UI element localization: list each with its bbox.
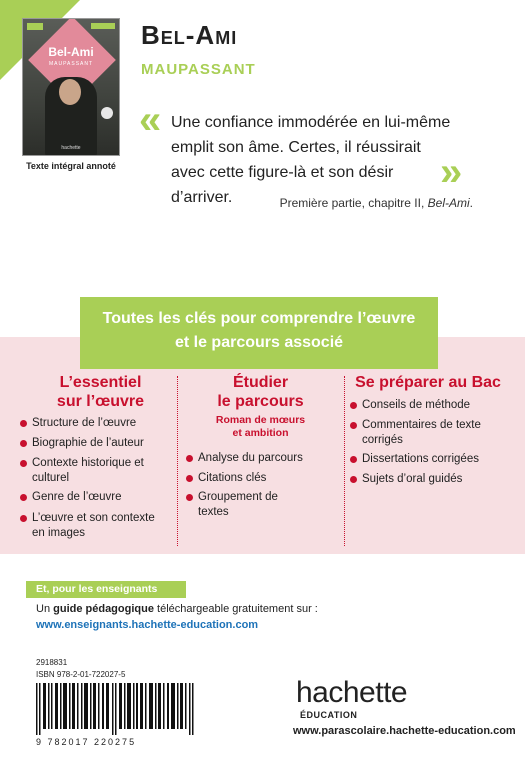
product-code: 2918831 <box>36 658 68 667</box>
column-heading-line-1: L’essentiel <box>59 374 142 391</box>
quote-source <box>280 196 473 210</box>
list-item: Contexte historique et culturel <box>20 456 160 486</box>
column-heading-line-2: sur l’œuvre <box>56 393 145 410</box>
column-heading <box>348 373 508 392</box>
list-item: Groupement de textes <box>186 490 296 520</box>
banner-line-2: et le parcours associé <box>174 334 344 351</box>
column-heading-line-1: Se préparer au Bac <box>355 374 501 391</box>
open-quote-icon: « <box>139 98 162 142</box>
quote-source-title: Bel-Ami <box>427 196 470 210</box>
barcode-number: 9 782017 220275 <box>36 737 137 747</box>
teachers-label: Et, pour les enseignants <box>36 583 158 595</box>
features-banner <box>80 297 438 369</box>
banner-line-1: Toutes les clés pour comprendre l’œuvre <box>102 310 416 327</box>
column-heading <box>18 373 183 411</box>
collection-badge <box>27 23 43 30</box>
column-subheading <box>183 414 338 440</box>
thumbnail-title: Bel-Ami <box>48 45 94 59</box>
thumbnail-caption: Texte intégral annoté <box>26 161 116 171</box>
column-parcours <box>183 373 338 440</box>
sticker-icon <box>101 107 113 119</box>
list-item: Genre de l’œuvre <box>20 490 180 505</box>
book-title: Bel-Ami <box>141 20 238 50</box>
list-item: Structure de l’œuvre <box>20 416 180 431</box>
collection-tag <box>91 23 115 29</box>
column-divider <box>344 376 345 546</box>
column-heading-line-1: Étudier <box>232 374 289 391</box>
close-quote-icon: » <box>440 150 463 194</box>
hachette-logo: hachette <box>296 676 408 709</box>
teachers-guide-bold: guide pédagogique <box>53 603 154 615</box>
quote-source-suffix: . <box>469 196 473 210</box>
teachers-guide-text <box>36 603 318 615</box>
portrait-face <box>59 79 81 105</box>
list-item: Biographie de l’auteur <box>20 436 180 451</box>
list-item: Commentaires de texte corrigés <box>350 418 505 448</box>
list-item: Analyse du parcours <box>186 451 346 466</box>
column-essentiel <box>18 373 183 411</box>
column-subheading-line-2: et ambition <box>232 427 289 439</box>
column-subheading-line-1: Roman de mœurs <box>215 414 306 426</box>
parascolaire-url-link[interactable]: www.parascolaire.hachette-education.com <box>293 725 516 737</box>
isbn: ISBN 978-2-01-722027-5 <box>36 670 126 679</box>
teachers-guide-prefix: Un <box>36 603 54 615</box>
teachers-guide-suffix: téléchargeable gratuitement sur : <box>153 603 318 615</box>
list-item: L’œuvre et son contexte en images <box>20 511 160 541</box>
cover-thumbnail <box>22 18 120 156</box>
thumbnail-publisher: hachette <box>61 145 81 151</box>
barcode <box>36 683 202 735</box>
column-heading-line-2: le parcours <box>217 393 304 410</box>
book-author: MAUPASSANT <box>141 61 256 78</box>
list-item: Conseils de méthode <box>350 398 510 413</box>
quote-source-prefix: Première partie, chapitre II, <box>279 196 428 210</box>
list-item: Dissertations corrigées <box>350 452 510 467</box>
column-heading <box>183 373 338 411</box>
list-item: Citations clés <box>186 471 346 486</box>
column-divider <box>177 376 178 546</box>
quote-text: Une confiance immodérée en lui-même emplit son âme. Certes, il réussirait avec cette figure-là et son désir d’arriver. <box>171 114 451 206</box>
thumbnail-author: MAUPASSANT <box>48 61 94 67</box>
list-item: Sujets d’oral guidés <box>350 472 510 487</box>
hachette-logo-sub: ÉDUCATION <box>300 710 358 720</box>
column-bac <box>348 373 508 392</box>
teachers-url-link[interactable]: www.enseignants.hachette-education.com <box>36 619 259 631</box>
